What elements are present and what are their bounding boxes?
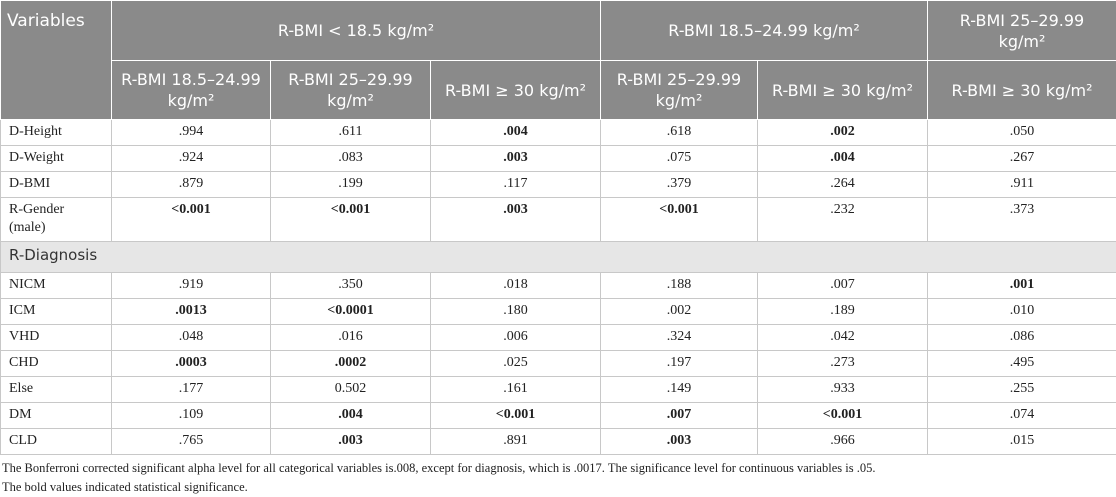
p-value-cell: .267 <box>928 146 1116 172</box>
p-value-cell: .324 <box>601 325 758 351</box>
p-value-cell: .495 <box>928 351 1116 377</box>
subgroup-header: R-BMI 25–29.99 kg/m² <box>271 61 431 120</box>
table-header <box>1 1 1116 120</box>
p-value-cell: .050 <box>928 120 1116 146</box>
row-label: VHD <box>1 325 112 351</box>
p-value-cell: .042 <box>758 325 928 351</box>
row-label: D-Height <box>1 120 112 146</box>
p-value-cell: .003 <box>271 429 431 455</box>
p-value-cell: .933 <box>758 377 928 403</box>
row-label: NICM <box>1 273 112 299</box>
p-value-cell: .379 <box>601 172 758 198</box>
footnote-bonferroni: The Bonferroni corrected significant alpha level for all categorical variables is.008, except for diagnosis, which is .0017. The significance level for continuous variables is .05. <box>2 459 1116 478</box>
p-value-cell: .003 <box>431 146 601 172</box>
table-row <box>1 146 1116 172</box>
p-value-cell: .911 <box>928 172 1116 198</box>
p-value-cell: .001 <box>928 273 1116 299</box>
table-row <box>1 429 1116 455</box>
p-value-cell: .117 <box>431 172 601 198</box>
table-row <box>1 273 1116 299</box>
p-value-cell: .149 <box>601 377 758 403</box>
table-row <box>1 325 1116 351</box>
subgroup-header: R-BMI ≥ 30 kg/m² <box>431 61 601 120</box>
p-value-cell: .994 <box>112 120 271 146</box>
p-value-cell: <0.001 <box>601 198 758 242</box>
table-row <box>1 172 1116 198</box>
group-header-underweight: R-BMI < 18.5 kg/m² <box>112 1 601 61</box>
p-value-cell: .002 <box>758 120 928 146</box>
row-label: Else <box>1 377 112 403</box>
p-value-cell: .611 <box>271 120 431 146</box>
p-value-cell: .919 <box>112 273 271 299</box>
p-value-cell: .006 <box>431 325 601 351</box>
row-label: D-Weight <box>1 146 112 172</box>
row-label: D-BMI <box>1 172 112 198</box>
p-value-cell: .618 <box>601 120 758 146</box>
p-value-cell: .180 <box>431 299 601 325</box>
p-value-cell: .891 <box>431 429 601 455</box>
p-value-cell: .189 <box>758 299 928 325</box>
p-value-cell: .016 <box>271 325 431 351</box>
p-value-cell: .0003 <box>112 351 271 377</box>
p-value-cell: .109 <box>112 403 271 429</box>
p-value-cell: .197 <box>601 351 758 377</box>
p-value-cell: .177 <box>112 377 271 403</box>
table-row <box>1 299 1116 325</box>
subgroup-header: R-BMI 18.5–24.99 kg/m² <box>112 61 271 120</box>
p-value-cell: .086 <box>928 325 1116 351</box>
row-label: DM <box>1 403 112 429</box>
table-row <box>1 377 1116 403</box>
p-value-cell: .004 <box>758 146 928 172</box>
footnote-bold: The bold values indicated statistical significance. <box>2 478 1116 497</box>
p-value-cell: .074 <box>928 403 1116 429</box>
p-value-cell: .083 <box>271 146 431 172</box>
footnotes <box>2 459 1116 497</box>
table-body-variables <box>1 120 1116 242</box>
section-label: R-Diagnosis <box>1 242 1116 273</box>
p-value-cell: .273 <box>758 351 928 377</box>
p-value-cell: <0.001 <box>431 403 601 429</box>
subgroup-header: R-BMI ≥ 30 kg/m² <box>758 61 928 120</box>
p-value-cell: .007 <box>758 273 928 299</box>
table-row <box>1 120 1116 146</box>
p-value-cell: .048 <box>112 325 271 351</box>
subgroup-header: R-BMI ≥ 30 kg/m² <box>928 61 1116 120</box>
p-value-cell: .350 <box>271 273 431 299</box>
p-value-cell: .075 <box>601 146 758 172</box>
p-value-cell: .924 <box>112 146 271 172</box>
p-value-cell: .264 <box>758 172 928 198</box>
p-value-cell: .255 <box>928 377 1116 403</box>
p-value-cell: .199 <box>271 172 431 198</box>
p-value-cell: .025 <box>431 351 601 377</box>
p-value-cell: .765 <box>112 429 271 455</box>
p-value-cell: .010 <box>928 299 1116 325</box>
p-value-cell: .007 <box>601 403 758 429</box>
p-value-cell: .0002 <box>271 351 431 377</box>
p-value-cell: .004 <box>271 403 431 429</box>
table-row <box>1 351 1116 377</box>
row-label: ICM <box>1 299 112 325</box>
p-value-cell: .002 <box>601 299 758 325</box>
p-value-cell: <0.001 <box>758 403 928 429</box>
table-body-diagnosis <box>1 273 1116 455</box>
row-label: CLD <box>1 429 112 455</box>
table-row <box>1 403 1116 429</box>
p-value-cell: .232 <box>758 198 928 242</box>
group-header-normal: R-BMI 18.5–24.99 kg/m² <box>601 1 928 61</box>
p-value-cell: .004 <box>431 120 601 146</box>
p-value-cell: .0013 <box>112 299 271 325</box>
subgroup-header: R-BMI 25–29.99 kg/m² <box>601 61 758 120</box>
p-value-cell: .018 <box>431 273 601 299</box>
p-value-cell: .879 <box>112 172 271 198</box>
row-label: CHD <box>1 351 112 377</box>
section-row <box>1 242 1116 273</box>
table-section <box>1 242 1116 273</box>
p-value-cell: .161 <box>431 377 601 403</box>
p-value-cell: <0.001 <box>112 198 271 242</box>
p-value-cell: .003 <box>601 429 758 455</box>
p-value-cell: 0.502 <box>271 377 431 403</box>
p-value-cell: <0.0001 <box>271 299 431 325</box>
row-label: R-Gender (male) <box>1 198 112 242</box>
table-row <box>1 198 1116 242</box>
group-header-overweight: R-BMI 25–29.99 kg/m² <box>928 1 1116 61</box>
p-value-cell: .015 <box>928 429 1116 455</box>
variables-header: Variables <box>1 1 112 120</box>
p-value-cell: .373 <box>928 198 1116 242</box>
p-value-cell: .003 <box>431 198 601 242</box>
p-value-cell: <0.001 <box>271 198 431 242</box>
p-value-cell: .966 <box>758 429 928 455</box>
p-value-cell: .188 <box>601 273 758 299</box>
